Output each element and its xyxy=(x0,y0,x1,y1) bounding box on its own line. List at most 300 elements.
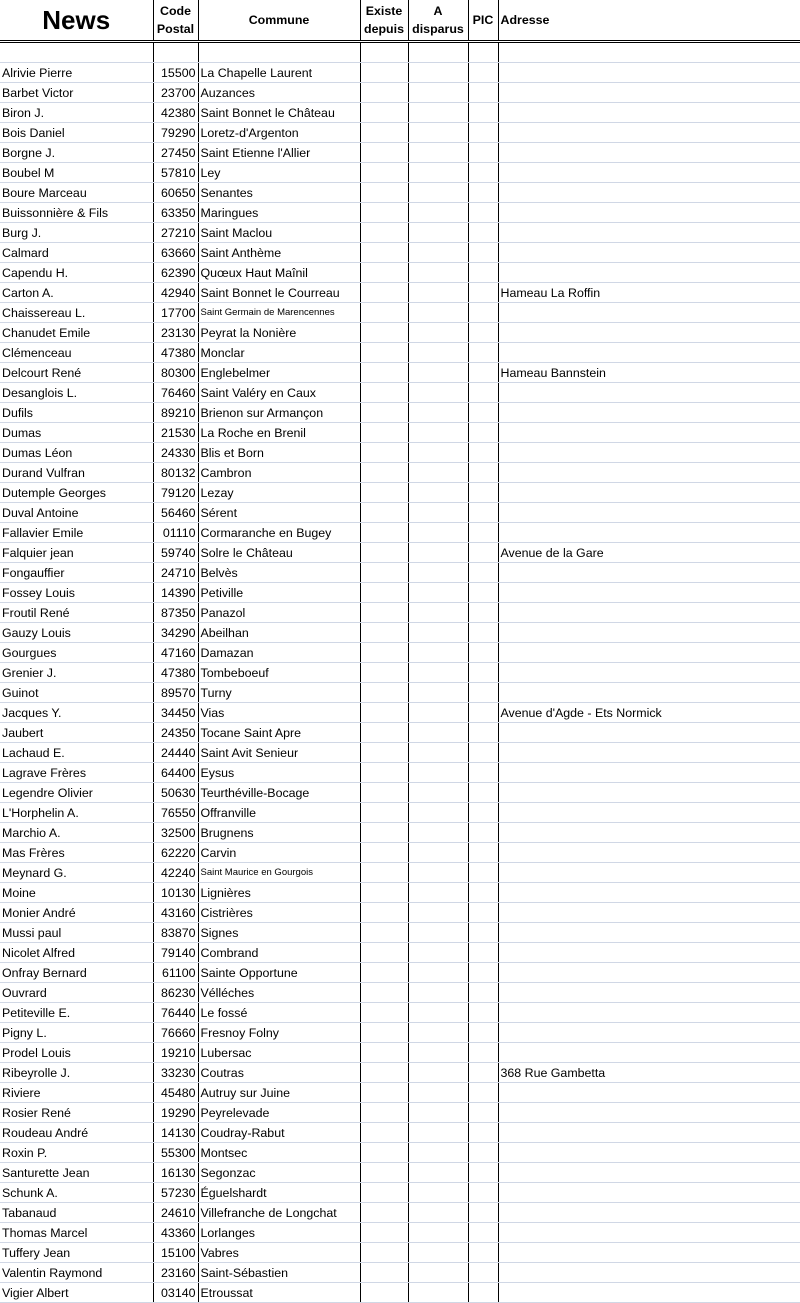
a-disparus-cell[interactable] xyxy=(408,523,468,543)
cell[interactable] xyxy=(498,42,800,63)
existe-depuis-cell[interactable] xyxy=(360,963,408,983)
code-postal-cell[interactable]: 23700 xyxy=(153,83,198,103)
name-cell[interactable]: Chanudet Emile xyxy=(0,323,153,343)
adresse-cell[interactable] xyxy=(498,163,800,183)
code-postal-cell[interactable]: 79290 xyxy=(153,123,198,143)
name-cell[interactable]: Tabanaud xyxy=(0,1203,153,1223)
commune-cell[interactable]: Coutras xyxy=(198,1063,360,1083)
existe-depuis-cell[interactable] xyxy=(360,303,408,323)
pic-cell[interactable] xyxy=(468,603,498,623)
a-disparus-cell[interactable] xyxy=(408,1103,468,1123)
a-disparus-cell[interactable] xyxy=(408,1023,468,1043)
code-postal-cell[interactable]: 87350 xyxy=(153,603,198,623)
commune-cell[interactable]: Panazol xyxy=(198,603,360,623)
pic-cell[interactable] xyxy=(468,983,498,1003)
adresse-cell[interactable] xyxy=(498,463,800,483)
adresse-cell[interactable] xyxy=(498,1243,800,1263)
adresse-cell[interactable] xyxy=(498,1263,800,1283)
code-postal-cell[interactable]: 57810 xyxy=(153,163,198,183)
pic-cell[interactable] xyxy=(468,923,498,943)
a-disparus-cell[interactable] xyxy=(408,1283,468,1303)
a-disparus-cell[interactable] xyxy=(408,843,468,863)
commune-cell[interactable]: Autruy sur Juine xyxy=(198,1083,360,1103)
existe-depuis-cell[interactable] xyxy=(360,383,408,403)
cell[interactable] xyxy=(360,42,408,63)
code-postal-cell[interactable]: 80132 xyxy=(153,463,198,483)
a-disparus-cell[interactable] xyxy=(408,1123,468,1143)
a-disparus-cell[interactable] xyxy=(408,143,468,163)
commune-cell[interactable]: Ley xyxy=(198,163,360,183)
commune-cell[interactable]: Cambron xyxy=(198,463,360,483)
pic-cell[interactable] xyxy=(468,683,498,703)
adresse-cell[interactable]: Hameau Bannstein xyxy=(498,363,800,383)
code-postal-cell[interactable]: 64400 xyxy=(153,763,198,783)
name-cell[interactable]: Nicolet Alfred xyxy=(0,943,153,963)
commune-cell[interactable]: Lubersac xyxy=(198,1043,360,1063)
code-postal-cell[interactable]: 42240 xyxy=(153,863,198,883)
code-postal-cell[interactable]: 42380 xyxy=(153,103,198,123)
pic-cell[interactable] xyxy=(468,843,498,863)
code-postal-cell[interactable]: 63660 xyxy=(153,243,198,263)
existe-depuis-cell[interactable] xyxy=(360,543,408,563)
name-cell[interactable]: Schunk A. xyxy=(0,1183,153,1203)
existe-depuis-cell[interactable] xyxy=(360,823,408,843)
cell[interactable] xyxy=(198,42,360,63)
adresse-cell[interactable] xyxy=(498,1183,800,1203)
name-cell[interactable]: Barbet Victor xyxy=(0,83,153,103)
existe-depuis-cell[interactable] xyxy=(360,1083,408,1103)
name-cell[interactable]: Bois Daniel xyxy=(0,123,153,143)
existe-depuis-cell[interactable] xyxy=(360,703,408,723)
pic-cell[interactable] xyxy=(468,403,498,423)
commune-cell[interactable]: Brienon sur Armançon xyxy=(198,403,360,423)
a-disparus-cell[interactable] xyxy=(408,123,468,143)
name-cell[interactable]: Rosier René xyxy=(0,1103,153,1123)
pic-cell[interactable] xyxy=(468,1043,498,1063)
commune-cell[interactable]: Cormaranche en Bugey xyxy=(198,523,360,543)
commune-cell[interactable]: Coudray-Rabut xyxy=(198,1123,360,1143)
commune-cell[interactable]: Sainte Opportune xyxy=(198,963,360,983)
pic-cell[interactable] xyxy=(468,1183,498,1203)
pic-cell[interactable] xyxy=(468,463,498,483)
a-disparus-cell[interactable] xyxy=(408,423,468,443)
adresse-cell[interactable]: Avenue de la Gare xyxy=(498,543,800,563)
pic-cell[interactable] xyxy=(468,703,498,723)
cell[interactable] xyxy=(468,42,498,63)
existe-depuis-cell[interactable] xyxy=(360,803,408,823)
code-postal-cell[interactable]: 24330 xyxy=(153,443,198,463)
name-cell[interactable]: Desanglois L. xyxy=(0,383,153,403)
commune-cell[interactable]: Lorlanges xyxy=(198,1223,360,1243)
pic-cell[interactable] xyxy=(468,943,498,963)
existe-depuis-cell[interactable] xyxy=(360,243,408,263)
a-disparus-cell[interactable] xyxy=(408,563,468,583)
existe-depuis-cell[interactable] xyxy=(360,1263,408,1283)
existe-depuis-cell[interactable] xyxy=(360,523,408,543)
pic-cell[interactable] xyxy=(468,803,498,823)
pic-cell[interactable] xyxy=(468,223,498,243)
code-postal-cell[interactable]: 47380 xyxy=(153,343,198,363)
name-cell[interactable]: Calmard xyxy=(0,243,153,263)
name-cell[interactable]: Carton A. xyxy=(0,283,153,303)
a-disparus-cell[interactable] xyxy=(408,1163,468,1183)
name-cell[interactable]: Chaissereau L. xyxy=(0,303,153,323)
name-cell[interactable]: Gourgues xyxy=(0,643,153,663)
cell[interactable] xyxy=(408,42,468,63)
adresse-cell[interactable] xyxy=(498,1223,800,1243)
a-disparus-cell[interactable] xyxy=(408,643,468,663)
code-postal-cell[interactable]: 76460 xyxy=(153,383,198,403)
existe-depuis-cell[interactable] xyxy=(360,143,408,163)
code-postal-cell[interactable]: 23130 xyxy=(153,323,198,343)
a-disparus-cell[interactable] xyxy=(408,343,468,363)
a-disparus-cell[interactable] xyxy=(408,743,468,763)
code-postal-cell[interactable]: 83870 xyxy=(153,923,198,943)
pic-cell[interactable] xyxy=(468,763,498,783)
code-postal-cell[interactable]: 24350 xyxy=(153,723,198,743)
pic-cell[interactable] xyxy=(468,103,498,123)
name-cell[interactable]: Vigier Albert xyxy=(0,1283,153,1303)
a-disparus-cell[interactable] xyxy=(408,463,468,483)
a-disparus-cell[interactable] xyxy=(408,863,468,883)
pic-cell[interactable] xyxy=(468,523,498,543)
adresse-cell[interactable] xyxy=(498,963,800,983)
name-cell[interactable]: Dumas xyxy=(0,423,153,443)
existe-depuis-cell[interactable] xyxy=(360,863,408,883)
a-disparus-cell[interactable] xyxy=(408,823,468,843)
a-disparus-cell[interactable] xyxy=(408,443,468,463)
existe-depuis-cell[interactable] xyxy=(360,403,408,423)
code-postal-cell[interactable]: 50630 xyxy=(153,783,198,803)
pic-cell[interactable] xyxy=(468,1123,498,1143)
commune-cell[interactable]: Le fossé xyxy=(198,1003,360,1023)
name-cell[interactable]: Biron J. xyxy=(0,103,153,123)
existe-depuis-cell[interactable] xyxy=(360,1203,408,1223)
code-postal-cell[interactable]: 76550 xyxy=(153,803,198,823)
adresse-cell[interactable] xyxy=(498,263,800,283)
existe-depuis-cell[interactable] xyxy=(360,583,408,603)
name-cell[interactable]: Delcourt René xyxy=(0,363,153,383)
code-postal-cell[interactable]: 14390 xyxy=(153,583,198,603)
commune-cell[interactable]: La Chapelle Laurent xyxy=(198,63,360,83)
adresse-cell[interactable] xyxy=(498,1123,800,1143)
pic-cell[interactable] xyxy=(468,1103,498,1123)
adresse-cell[interactable] xyxy=(498,1283,800,1303)
a-disparus-cell[interactable] xyxy=(408,543,468,563)
existe-depuis-cell[interactable] xyxy=(360,1163,408,1183)
commune-cell[interactable]: Saint Bonnet le Courreau xyxy=(198,283,360,303)
existe-depuis-cell[interactable] xyxy=(360,483,408,503)
a-disparus-cell[interactable] xyxy=(408,683,468,703)
pic-cell[interactable] xyxy=(468,583,498,603)
existe-depuis-cell[interactable] xyxy=(360,83,408,103)
adresse-cell[interactable] xyxy=(498,783,800,803)
existe-depuis-cell[interactable] xyxy=(360,843,408,863)
adresse-cell[interactable] xyxy=(498,923,800,943)
commune-cell[interactable]: Vias xyxy=(198,703,360,723)
name-cell[interactable]: Onfray Bernard xyxy=(0,963,153,983)
existe-depuis-cell[interactable] xyxy=(360,123,408,143)
adresse-cell[interactable] xyxy=(498,1143,800,1163)
name-cell[interactable]: Falquier jean xyxy=(0,543,153,563)
code-postal-cell[interactable]: 89210 xyxy=(153,403,198,423)
name-cell[interactable]: Moine xyxy=(0,883,153,903)
pic-cell[interactable] xyxy=(468,723,498,743)
adresse-cell[interactable] xyxy=(498,303,800,323)
name-cell[interactable]: Pigny L. xyxy=(0,1023,153,1043)
code-postal-cell[interactable]: 34450 xyxy=(153,703,198,723)
commune-cell[interactable]: Senantes xyxy=(198,183,360,203)
existe-depuis-cell[interactable] xyxy=(360,163,408,183)
adresse-cell[interactable] xyxy=(498,843,800,863)
code-postal-cell[interactable]: 03140 xyxy=(153,1283,198,1303)
code-postal-cell[interactable]: 63350 xyxy=(153,203,198,223)
adresse-cell[interactable] xyxy=(498,903,800,923)
a-disparus-cell[interactable] xyxy=(408,623,468,643)
existe-depuis-cell[interactable] xyxy=(360,1123,408,1143)
adresse-cell[interactable] xyxy=(498,803,800,823)
commune-cell[interactable]: Vabres xyxy=(198,1243,360,1263)
existe-depuis-cell[interactable] xyxy=(360,283,408,303)
commune-cell[interactable]: Vélléches xyxy=(198,983,360,1003)
adresse-cell[interactable] xyxy=(498,1203,800,1223)
cell[interactable] xyxy=(153,42,198,63)
a-disparus-cell[interactable] xyxy=(408,603,468,623)
pic-cell[interactable] xyxy=(468,83,498,103)
a-disparus-cell[interactable] xyxy=(408,1043,468,1063)
name-cell[interactable]: Santurette Jean xyxy=(0,1163,153,1183)
pic-cell[interactable] xyxy=(468,443,498,463)
cell[interactable] xyxy=(0,42,153,63)
commune-cell[interactable]: Etroussat xyxy=(198,1283,360,1303)
code-postal-cell[interactable]: 43160 xyxy=(153,903,198,923)
pic-cell[interactable] xyxy=(468,503,498,523)
pic-cell[interactable] xyxy=(468,423,498,443)
pic-cell[interactable] xyxy=(468,1223,498,1243)
existe-depuis-cell[interactable] xyxy=(360,1283,408,1303)
pic-cell[interactable] xyxy=(468,283,498,303)
a-disparus-cell[interactable] xyxy=(408,1263,468,1283)
commune-cell[interactable]: Villefranche de Longchat xyxy=(198,1203,360,1223)
adresse-cell[interactable] xyxy=(498,663,800,683)
commune-cell[interactable]: Combrand xyxy=(198,943,360,963)
name-cell[interactable]: Buissonnière & Fils xyxy=(0,203,153,223)
a-disparus-cell[interactable] xyxy=(408,1063,468,1083)
existe-depuis-cell[interactable] xyxy=(360,763,408,783)
commune-cell[interactable]: Saint Germain de Marencennes xyxy=(198,303,360,323)
adresse-cell[interactable] xyxy=(498,403,800,423)
name-cell[interactable]: Grenier J. xyxy=(0,663,153,683)
commune-cell[interactable]: Segonzac xyxy=(198,1163,360,1183)
name-cell[interactable]: Roxin P. xyxy=(0,1143,153,1163)
pic-cell[interactable] xyxy=(468,623,498,643)
name-cell[interactable]: Tuffery Jean xyxy=(0,1243,153,1263)
adresse-cell[interactable] xyxy=(498,623,800,643)
adresse-cell[interactable] xyxy=(498,1003,800,1023)
code-postal-cell[interactable]: 56460 xyxy=(153,503,198,523)
name-cell[interactable]: Fossey Louis xyxy=(0,583,153,603)
existe-depuis-cell[interactable] xyxy=(360,323,408,343)
adresse-cell[interactable] xyxy=(498,443,800,463)
code-postal-cell[interactable]: 24440 xyxy=(153,743,198,763)
pic-cell[interactable] xyxy=(468,643,498,663)
commune-cell[interactable]: Tocane Saint Apre xyxy=(198,723,360,743)
existe-depuis-cell[interactable] xyxy=(360,983,408,1003)
commune-cell[interactable]: Saint Etienne l'Allier xyxy=(198,143,360,163)
name-cell[interactable]: Alrivie Pierre xyxy=(0,63,153,83)
a-disparus-cell[interactable] xyxy=(408,923,468,943)
code-postal-cell[interactable]: 47160 xyxy=(153,643,198,663)
name-cell[interactable]: Meynard G. xyxy=(0,863,153,883)
code-postal-cell[interactable]: 86230 xyxy=(153,983,198,1003)
a-disparus-cell[interactable] xyxy=(408,283,468,303)
code-postal-cell[interactable]: 27450 xyxy=(153,143,198,163)
commune-cell[interactable]: Auzances xyxy=(198,83,360,103)
commune-cell[interactable]: Carvin xyxy=(198,843,360,863)
adresse-cell[interactable] xyxy=(498,823,800,843)
a-disparus-cell[interactable] xyxy=(408,883,468,903)
commune-cell[interactable]: Damazan xyxy=(198,643,360,663)
existe-depuis-cell[interactable] xyxy=(360,63,408,83)
commune-cell[interactable]: Saint Avit Senieur xyxy=(198,743,360,763)
pic-cell[interactable] xyxy=(468,323,498,343)
existe-depuis-cell[interactable] xyxy=(360,343,408,363)
pic-cell[interactable] xyxy=(468,1063,498,1083)
commune-cell[interactable]: Montsec xyxy=(198,1143,360,1163)
a-disparus-cell[interactable] xyxy=(408,1003,468,1023)
pic-cell[interactable] xyxy=(468,823,498,843)
pic-cell[interactable] xyxy=(468,783,498,803)
adresse-cell[interactable]: Avenue d'Agde - Ets Normick xyxy=(498,703,800,723)
a-disparus-cell[interactable] xyxy=(408,223,468,243)
a-disparus-cell[interactable] xyxy=(408,1083,468,1103)
code-postal-cell[interactable]: 33230 xyxy=(153,1063,198,1083)
adresse-cell[interactable] xyxy=(498,1103,800,1123)
adresse-cell[interactable] xyxy=(498,863,800,883)
name-cell[interactable]: Lachaud E. xyxy=(0,743,153,763)
existe-depuis-cell[interactable] xyxy=(360,463,408,483)
existe-depuis-cell[interactable] xyxy=(360,1223,408,1243)
code-postal-cell[interactable]: 32500 xyxy=(153,823,198,843)
commune-cell[interactable]: Turny xyxy=(198,683,360,703)
pic-cell[interactable] xyxy=(468,263,498,283)
pic-cell[interactable] xyxy=(468,1243,498,1263)
commune-cell[interactable]: Abeilhan xyxy=(198,623,360,643)
code-postal-cell[interactable]: 16130 xyxy=(153,1163,198,1183)
existe-depuis-cell[interactable] xyxy=(360,563,408,583)
name-cell[interactable]: Valentin Raymond xyxy=(0,1263,153,1283)
a-disparus-cell[interactable] xyxy=(408,663,468,683)
a-disparus-cell[interactable] xyxy=(408,263,468,283)
name-cell[interactable]: Roudeau André xyxy=(0,1123,153,1143)
a-disparus-cell[interactable] xyxy=(408,1203,468,1223)
commune-cell[interactable]: Cistrières xyxy=(198,903,360,923)
adresse-cell[interactable] xyxy=(498,583,800,603)
commune-cell[interactable]: Fresnoy Folny xyxy=(198,1023,360,1043)
a-disparus-cell[interactable] xyxy=(408,483,468,503)
code-postal-cell[interactable]: 89570 xyxy=(153,683,198,703)
pic-cell[interactable] xyxy=(468,243,498,263)
adresse-cell[interactable] xyxy=(498,1023,800,1043)
code-postal-cell[interactable]: 61100 xyxy=(153,963,198,983)
commune-cell[interactable]: Englebelmer xyxy=(198,363,360,383)
a-disparus-cell[interactable] xyxy=(408,903,468,923)
existe-depuis-cell[interactable] xyxy=(360,183,408,203)
name-cell[interactable]: Jacques Y. xyxy=(0,703,153,723)
pic-cell[interactable] xyxy=(468,183,498,203)
name-cell[interactable]: Legendre Olivier xyxy=(0,783,153,803)
pic-cell[interactable] xyxy=(468,63,498,83)
existe-depuis-cell[interactable] xyxy=(360,883,408,903)
code-postal-cell[interactable]: 76440 xyxy=(153,1003,198,1023)
existe-depuis-cell[interactable] xyxy=(360,1043,408,1063)
pic-cell[interactable] xyxy=(468,743,498,763)
name-cell[interactable]: Froutil René xyxy=(0,603,153,623)
a-disparus-cell[interactable] xyxy=(408,803,468,823)
name-cell[interactable]: Ouvrard xyxy=(0,983,153,1003)
adresse-cell[interactable] xyxy=(498,643,800,663)
a-disparus-cell[interactable] xyxy=(408,943,468,963)
existe-depuis-cell[interactable] xyxy=(360,1003,408,1023)
commune-cell[interactable]: Blis et Born xyxy=(198,443,360,463)
commune-cell[interactable]: Monclar xyxy=(198,343,360,363)
name-cell[interactable]: Guinot xyxy=(0,683,153,703)
adresse-cell[interactable] xyxy=(498,983,800,1003)
existe-depuis-cell[interactable] xyxy=(360,1103,408,1123)
name-cell[interactable]: Gauzy Louis xyxy=(0,623,153,643)
existe-depuis-cell[interactable] xyxy=(360,263,408,283)
a-disparus-cell[interactable] xyxy=(408,383,468,403)
adresse-cell[interactable] xyxy=(498,63,800,83)
commune-cell[interactable]: Solre le Château xyxy=(198,543,360,563)
commune-cell[interactable]: Lignières xyxy=(198,883,360,903)
existe-depuis-cell[interactable] xyxy=(360,903,408,923)
name-cell[interactable]: Burg J. xyxy=(0,223,153,243)
name-cell[interactable]: Dufils xyxy=(0,403,153,423)
pic-cell[interactable] xyxy=(468,1163,498,1183)
pic-cell[interactable] xyxy=(468,363,498,383)
code-postal-cell[interactable]: 60650 xyxy=(153,183,198,203)
code-postal-cell[interactable]: 57230 xyxy=(153,1183,198,1203)
code-postal-cell[interactable]: 59740 xyxy=(153,543,198,563)
name-cell[interactable]: Borgne J. xyxy=(0,143,153,163)
adresse-cell[interactable]: 368 Rue Gambetta xyxy=(498,1063,800,1083)
code-postal-cell[interactable]: 55300 xyxy=(153,1143,198,1163)
code-postal-cell[interactable]: 19290 xyxy=(153,1103,198,1123)
name-cell[interactable]: L'Horphelin A. xyxy=(0,803,153,823)
existe-depuis-cell[interactable] xyxy=(360,503,408,523)
code-postal-cell[interactable]: 43360 xyxy=(153,1223,198,1243)
commune-cell[interactable]: Peyrat la Nonière xyxy=(198,323,360,343)
code-postal-cell[interactable]: 47380 xyxy=(153,663,198,683)
commune-cell[interactable]: Offranville xyxy=(198,803,360,823)
commune-cell[interactable]: Petiville xyxy=(198,583,360,603)
a-disparus-cell[interactable] xyxy=(408,323,468,343)
commune-cell[interactable]: Tombeboeuf xyxy=(198,663,360,683)
adresse-cell[interactable]: Hameau La Roffin xyxy=(498,283,800,303)
adresse-cell[interactable] xyxy=(498,1163,800,1183)
a-disparus-cell[interactable] xyxy=(408,703,468,723)
a-disparus-cell[interactable] xyxy=(408,1223,468,1243)
code-postal-cell[interactable]: 21530 xyxy=(153,423,198,443)
name-cell[interactable]: Dumas Léon xyxy=(0,443,153,463)
pic-cell[interactable] xyxy=(468,1003,498,1023)
commune-cell[interactable]: Sérent xyxy=(198,503,360,523)
a-disparus-cell[interactable] xyxy=(408,723,468,743)
pic-cell[interactable] xyxy=(468,903,498,923)
name-cell[interactable]: Monier André xyxy=(0,903,153,923)
pic-cell[interactable] xyxy=(468,963,498,983)
